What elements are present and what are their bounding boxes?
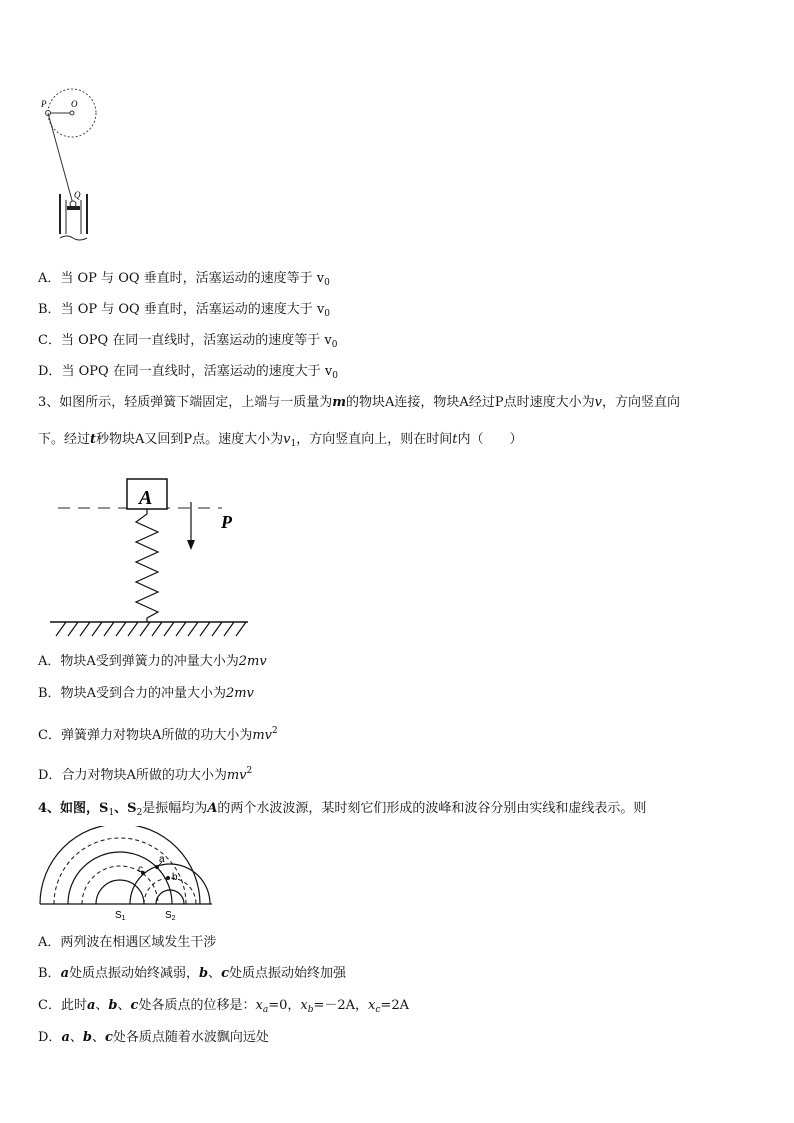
q3-option-b [38, 685, 254, 703]
displacement-subscript: c [375, 1005, 381, 1015]
point-symbol: b [199, 966, 209, 981]
amplitude-symbol: A [207, 801, 218, 816]
crank-piston-figure [38, 88, 110, 258]
source-subscript: 2 [136, 808, 143, 818]
time-symbol: t [90, 432, 97, 447]
q3-stem-line2 [38, 431, 523, 453]
label-s2: $S_2$ [165, 910, 176, 922]
stem-text: 的物块A连接，物块A经过P点时速度大小为 [346, 395, 595, 410]
spring [136, 509, 158, 622]
option-superscript: 2 [246, 766, 253, 776]
option-subscript: 0 [332, 371, 338, 381]
option-text: 两列波在相遇区域发生干涉 [60, 935, 217, 950]
point-symbol: b [108, 998, 118, 1013]
s1-trough-2 [54, 838, 186, 904]
q3-option-c [38, 722, 278, 745]
option-expression: 2mv [225, 686, 254, 701]
option-letter: B． [38, 686, 61, 701]
arrow-head [187, 540, 195, 550]
point-symbol: a [61, 1030, 70, 1045]
option-text: 处各质点随着水波飘向远处 [112, 1030, 269, 1045]
option-text: 、 [117, 998, 131, 1013]
option-letter: D． [38, 768, 62, 783]
option-text: 当 OP 与 OQ 垂直时，活塞运动的速度等于 v [60, 271, 325, 286]
time-symbol: t [452, 432, 458, 447]
displacement-value: =2A [380, 998, 409, 1013]
stem-text: 是振幅均为 [142, 801, 208, 816]
option-text: 、 [208, 966, 222, 981]
option-letter: A． [38, 935, 61, 950]
option-letter: A． [38, 654, 61, 669]
mass-symbol: m [332, 395, 347, 410]
stem-text: 下。经过 [38, 432, 91, 447]
cylinder-break [60, 236, 87, 240]
q3-option-d [38, 762, 252, 785]
option-text: 、 [69, 1030, 83, 1045]
option-text: 弹簧弹力对物块A所做的功大小为 [60, 728, 253, 743]
s2-crest-1 [156, 890, 184, 904]
option-text: 当 OPQ 在同一直线时，活塞运动的速度等于 v [60, 333, 332, 348]
point-p-label: P [221, 512, 232, 532]
point-symbol: c [105, 1030, 113, 1045]
point-symbol: a [60, 966, 69, 981]
displacement-subscript: a [262, 1005, 269, 1015]
label-q: Q [74, 190, 81, 200]
s1-crest-2 [68, 852, 172, 904]
option-text: 物块A受到弹簧力的冲量大小为 [60, 654, 239, 669]
label-p: P [41, 99, 47, 109]
option-letter: A． [38, 271, 61, 286]
q3-stem-line1 [38, 394, 680, 412]
option-text: 、 [91, 1030, 105, 1045]
q4-option-b [38, 965, 346, 983]
stem-text: ，方向竖直向 [601, 395, 680, 410]
q2-option-c [38, 332, 338, 354]
option-subscript: 0 [324, 309, 331, 319]
option-letter: C． [38, 998, 61, 1013]
source-subscript: 1 [108, 808, 115, 818]
option-text: 处质点振动始终加强 [229, 966, 347, 981]
option-subscript: 0 [331, 340, 338, 350]
stem-text: 的两个水波波源，某时刻它们形成的波峰和波谷分别由实线和虚线表示。则 [217, 801, 647, 816]
stem-text: 秒物块A又回到P点。速度大小为 [96, 432, 284, 447]
stem-text: ，方向竖直向上，则在时间 [296, 432, 453, 447]
velocity-symbol: v [594, 395, 602, 410]
q4-stem [38, 800, 646, 822]
option-letter: C． [38, 728, 61, 743]
displacement-value: =－2A， [313, 998, 369, 1013]
option-expression: mv [226, 768, 247, 783]
q4-option-c [38, 997, 409, 1019]
block-a-label: A [139, 487, 153, 509]
option-letter: B． [38, 302, 61, 317]
stem-text: 4、如图，S [38, 801, 109, 816]
stem-text: 内（ ） [457, 432, 523, 447]
option-letter: D． [38, 1030, 62, 1045]
option-expression: mv [252, 728, 273, 743]
option-text: 当 OPQ 在同一直线时，活塞运动的速度大于 v [61, 364, 333, 379]
option-text: 处各质点的位移是： [138, 998, 256, 1013]
displacement-symbol: x [368, 998, 376, 1013]
q4-option-d [38, 1029, 269, 1047]
q2-option-b [38, 301, 330, 323]
option-letter: B． [38, 966, 61, 981]
option-subscript: 0 [324, 278, 330, 288]
piston [67, 206, 80, 210]
water-wave-figure [36, 826, 216, 924]
label-s1: $S_1$ [115, 910, 126, 922]
velocity-subscript: 1 [290, 439, 297, 449]
displacement-symbol: x [300, 998, 308, 1013]
label-a: a [159, 854, 165, 865]
option-text: 合力对物块A所做的功大小为 [61, 768, 227, 783]
q4-option-a [38, 934, 216, 952]
connecting-rod [48, 113, 73, 204]
option-letter: D． [38, 364, 62, 379]
q2-option-a [38, 270, 330, 292]
stem-text: 3、如图所示，轻质弹簧下端固定，上端与一质量为 [38, 395, 333, 410]
option-text: 当 OP 与 OQ 垂直时，活塞运动的速度大于 v [60, 302, 325, 317]
stem-text: 、S [114, 801, 137, 816]
s1-crest-1 [96, 880, 144, 904]
label-b: b [172, 872, 178, 883]
spring-block-figure [50, 476, 255, 640]
point-symbol: b [82, 1030, 92, 1045]
option-text: 此时 [60, 998, 87, 1013]
option-text: 物块A受到合力的冲量大小为 [60, 686, 226, 701]
point-symbol: c [130, 998, 139, 1013]
q2-option-d [38, 363, 338, 385]
option-text: 、 [95, 998, 109, 1013]
point-o [70, 111, 74, 115]
point-symbol: c [221, 966, 230, 981]
option-expression: 2mv [238, 654, 267, 669]
velocity-symbol: v [283, 432, 291, 447]
point-b [166, 876, 170, 880]
option-text: 处质点振动始终减弱， [69, 966, 200, 981]
ground-hatch [56, 622, 246, 636]
point-symbol: a [86, 998, 96, 1013]
displacement-subscript: b [307, 1005, 314, 1015]
option-superscript: 2 [272, 726, 278, 736]
option-letter: C． [38, 333, 61, 348]
label-c: c [138, 864, 143, 875]
displacement-value: =0， [268, 998, 301, 1013]
displacement-symbol: x [255, 998, 263, 1013]
q3-option-a [38, 653, 267, 671]
label-o: O [71, 99, 78, 109]
